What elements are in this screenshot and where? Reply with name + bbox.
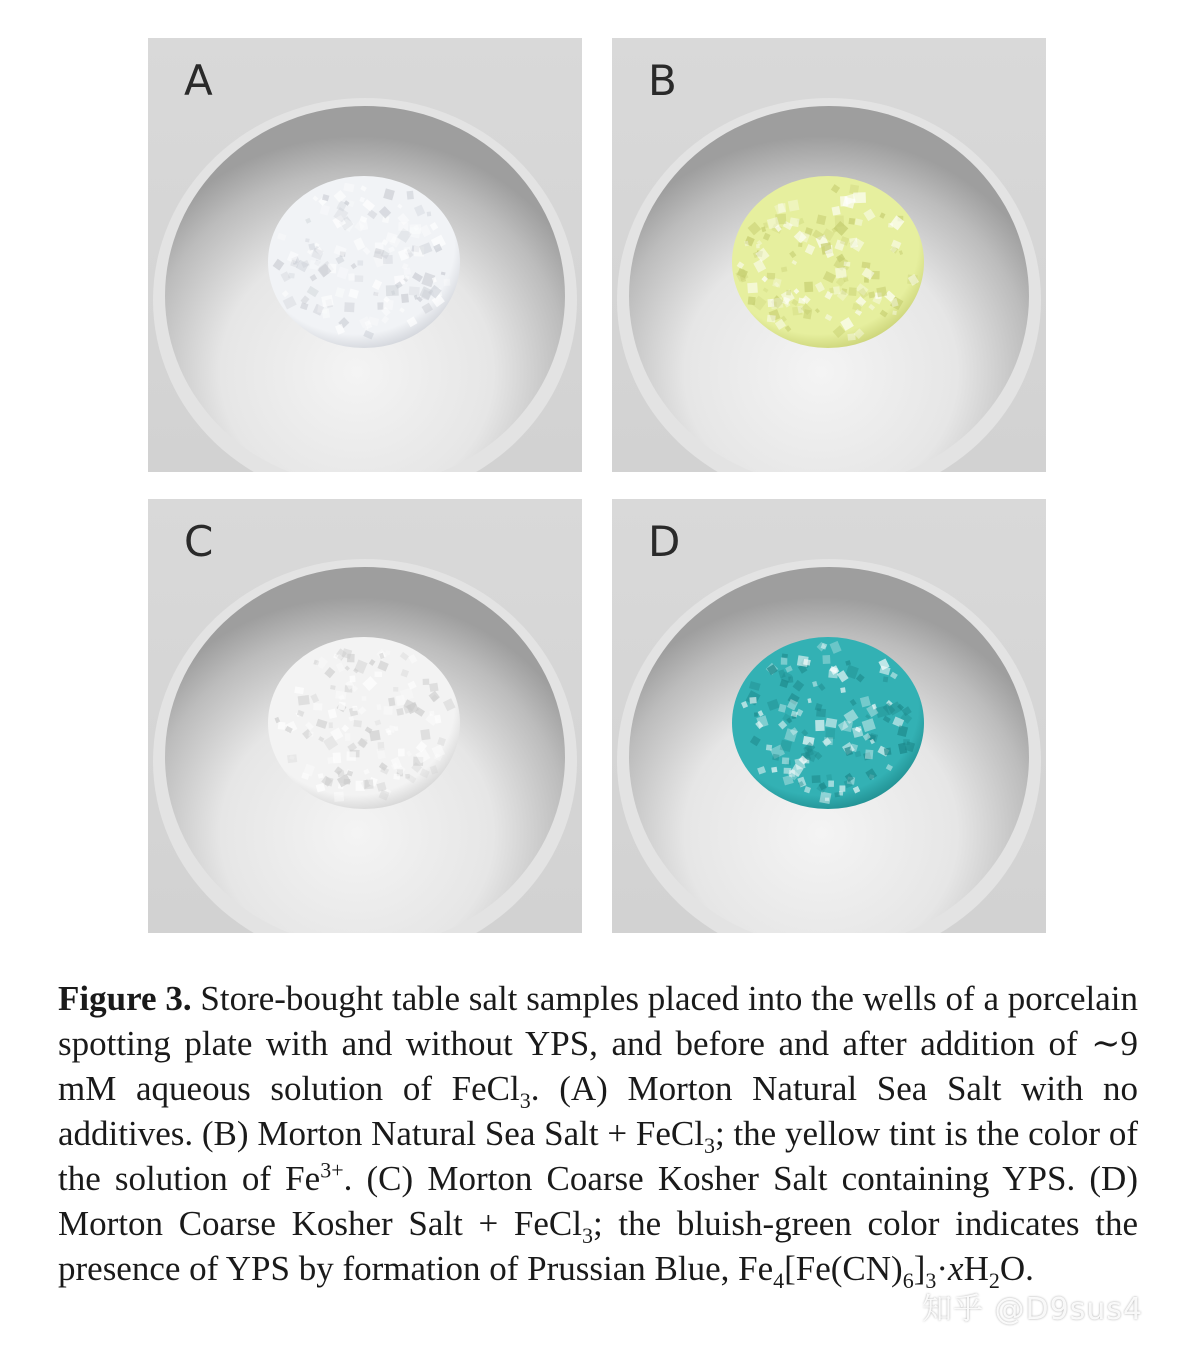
salt-crystal	[770, 297, 783, 309]
salt-crystal	[345, 733, 351, 741]
salt-crystal	[287, 754, 297, 763]
salt-crystal	[347, 751, 356, 760]
salt-crystal	[767, 315, 776, 323]
spotting-well-a	[148, 38, 582, 472]
salt-crystal	[798, 242, 803, 247]
salt-crystal	[429, 683, 438, 692]
salt-crystal	[377, 704, 382, 710]
salt-crystal	[388, 697, 395, 706]
salt-crystal	[330, 685, 336, 690]
salt-crystal	[839, 785, 845, 791]
salt-crystal	[804, 282, 813, 293]
salt-crystal	[767, 273, 776, 280]
salt-crystal	[847, 333, 855, 340]
salt-crystal	[278, 722, 286, 730]
salt-crystal	[788, 199, 800, 211]
salt-crystal	[853, 192, 866, 203]
salt-crystal	[335, 691, 346, 700]
salt-crystal	[797, 655, 809, 667]
salt-crystal	[782, 757, 789, 764]
salt-crystal	[766, 744, 772, 750]
panel-c-label: C	[184, 517, 214, 566]
salt-crystal	[334, 792, 344, 802]
salt-crystal	[786, 290, 791, 295]
salt-crystal	[754, 712, 758, 716]
salt-crystal	[420, 729, 430, 740]
salt-crystal	[832, 206, 841, 216]
salt-crystal	[410, 224, 422, 234]
salt-crystal	[444, 279, 451, 286]
salt-crystal	[393, 774, 400, 780]
panel-b-photo	[612, 38, 1046, 472]
spotting-well-b	[612, 38, 1046, 472]
salt-crystal	[778, 203, 786, 213]
panel-d-label: D	[648, 517, 681, 566]
salt-crystal	[394, 726, 398, 731]
salt-crystal	[396, 708, 404, 716]
salt-crystal	[348, 273, 355, 280]
salt-crystal	[782, 653, 788, 658]
salt-crystal	[834, 792, 840, 797]
salt-crystal	[789, 217, 799, 227]
salt-crystal	[835, 215, 844, 226]
salt-crystal	[313, 703, 322, 710]
salt-crystal	[812, 775, 821, 783]
salt-crystal	[892, 310, 897, 315]
salt-crystal	[816, 708, 826, 717]
salt-crystal	[329, 722, 333, 728]
salt-crystal	[352, 706, 357, 711]
salt-crystal	[401, 294, 409, 303]
salt-crystal	[356, 781, 365, 791]
salt-crystal	[427, 211, 432, 216]
salt-crystal	[321, 295, 333, 307]
salt-crystal	[815, 720, 824, 731]
salt-crystal	[327, 757, 335, 764]
salt-crystal	[826, 774, 832, 781]
salt-crystal	[848, 287, 856, 296]
figure-caption: Figure 3. Store-bought table salt samples placed into the wells of a porcelain spotting plate with and without YPS, and before and after addition of ∼9 mM aqueous solution of FeCl$_3$. (A) Morton Natural Sea Salt with no additives. (B) Morton Natural Sea Salt + FeCl$_3$; the yellow tint is the color of the solution of $Fe^{3+}$. (C) Morton Coarse Kosher Salt containing YPS. (D) Morton Coarse Kosher Salt + FeCl$_3$; the bluish-green color indicates the presence of YPS by formation of Prussian Blue, $Fe_4[Fe(CN)_6]_3\cdot xH_2O$.	[58, 979, 1138, 1293]
salt-crystal	[357, 260, 363, 265]
salt-crystal	[840, 687, 846, 693]
panel-d-photo	[612, 499, 1046, 933]
salt-crystal	[363, 779, 373, 789]
salt-crystal	[825, 798, 829, 801]
salt-crystal	[355, 275, 364, 282]
salt-crystal	[884, 748, 892, 756]
salt-crystal	[868, 291, 875, 298]
salt-crystal	[848, 218, 855, 225]
zhihu-watermark: 知乎 @D9sus4	[922, 1292, 1144, 1327]
salt-crystal	[771, 767, 777, 773]
salt-crystal	[393, 687, 398, 692]
salt-crystal	[298, 695, 310, 706]
salt-crystal	[883, 676, 888, 682]
salt-crystal	[409, 286, 420, 295]
panel-a-photo	[148, 38, 582, 472]
salt-crystal	[876, 287, 887, 298]
salt-crystal	[398, 749, 405, 757]
salt-crystal	[888, 223, 893, 228]
salt-crystal	[822, 655, 830, 664]
salt-crystal	[344, 302, 354, 312]
salt-crystal	[423, 679, 430, 685]
salt-crystal	[825, 728, 835, 739]
salt-crystal	[353, 720, 362, 727]
panel-c-photo	[148, 499, 582, 933]
salt-crystal	[407, 191, 414, 200]
salt-crystal	[844, 262, 851, 267]
salt-crystal	[294, 686, 304, 694]
salt-crystal	[374, 672, 382, 677]
salt-crystal	[383, 706, 392, 715]
spotting-well-c	[148, 499, 582, 933]
figure-label: Figure 3.	[58, 979, 192, 1018]
salt-crystal	[362, 696, 367, 701]
salt-crystal	[798, 298, 805, 304]
salt-crystal	[288, 273, 295, 279]
panel-a-label: A	[184, 56, 213, 105]
salt-crystal	[828, 781, 834, 787]
salt-crystal	[748, 296, 756, 305]
panel-b-label: B	[648, 56, 677, 105]
salt-crystal	[749, 697, 756, 704]
salt-crystal	[772, 754, 779, 761]
salt-crystal	[747, 283, 758, 294]
salt-crystal	[861, 262, 870, 269]
salt-crystal	[305, 238, 310, 242]
salt-crystal	[383, 299, 394, 310]
salt-crystal	[781, 657, 788, 664]
salt-crystal	[338, 702, 346, 711]
salt-crystal	[309, 260, 320, 270]
salt-crystal	[865, 749, 874, 759]
salt-crystal	[825, 718, 837, 728]
salt-crystal	[309, 732, 314, 737]
